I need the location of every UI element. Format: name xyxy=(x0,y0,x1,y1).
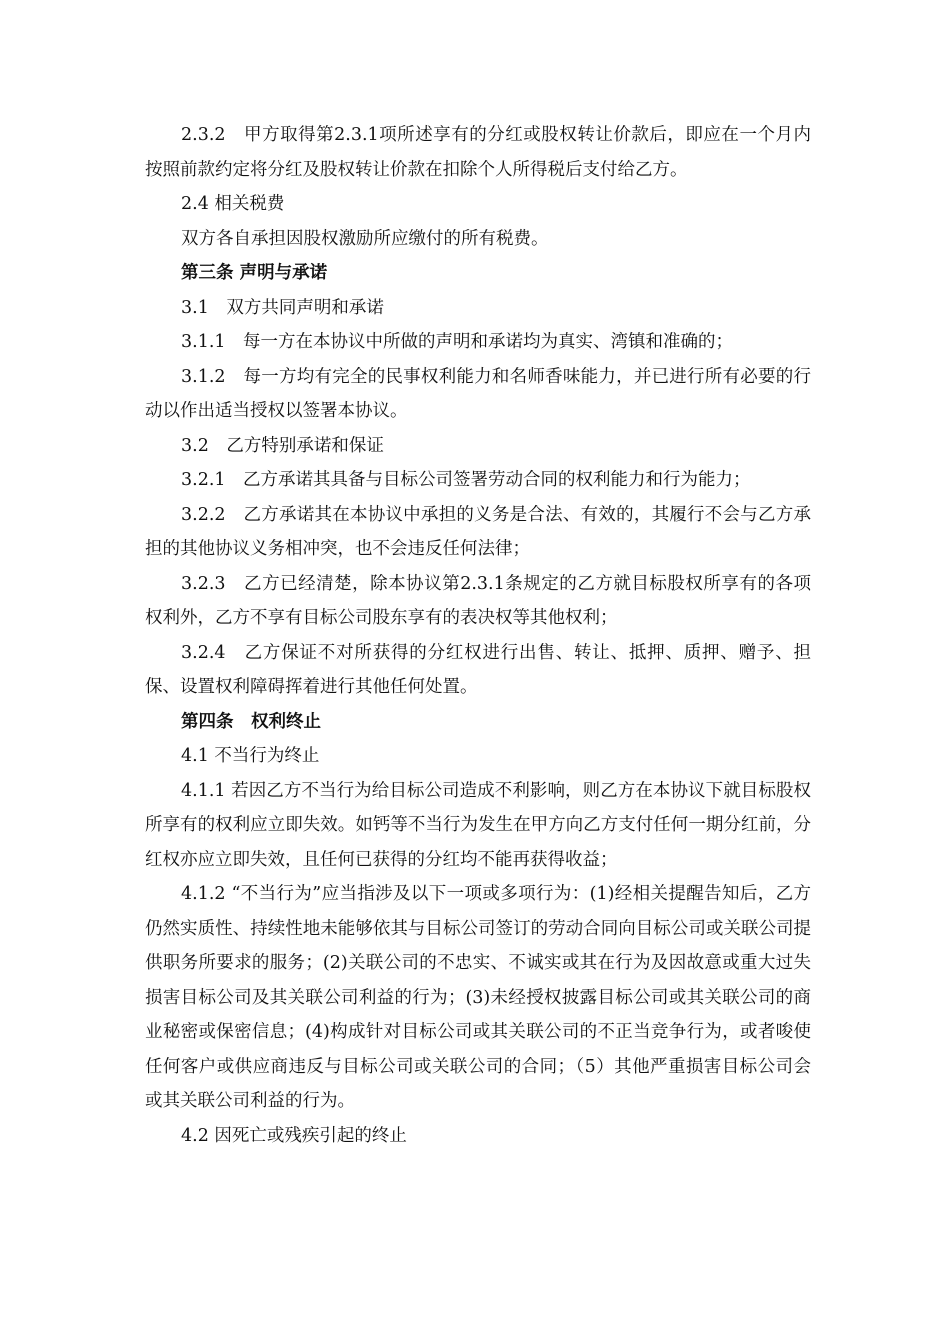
clause-3-2-2: 3.2.2 乙方承诺其在本协议中承担的义务是合法、有效的，其履行不会与乙方承担的其他协议义务相冲突，也不会违反任何法律； xyxy=(145,504,811,559)
clause-2-3-2: 2.3.2 甲方取得第2.3.1项所述享有的分红或股权转让价款后，即应在一个月内按照前款约定将分红及股权转让价款在扣除个人所得税后支付给乙方。 xyxy=(145,125,811,180)
clause-4-1-1: 4.1.1 若因乙方不当行为给目标公司造成不利影响，则乙方在本协议下就目标股权所享有的权利应立即失效。如钙等不当行为发生在甲方向乙方支付任何一期分红前，分红权亦应立即失效，且任何已获得的分红均不能再获得收益； xyxy=(145,780,811,870)
clause-3-2: 3.2 乙方特别承诺和保证 xyxy=(181,435,384,456)
clause-2-4-text: 双方各自承担因股权激励所应缴付的所有税费。 xyxy=(181,228,549,249)
clause-2-4-title: 2.4 相关税费 xyxy=(181,194,285,214)
clause-3-2-4: 3.2.4 乙方保证不对所获得的分红权进行出售、转让、抵押、质押、赠予、担保、设置权利障碍挥着进行其他任何处置。 xyxy=(145,642,811,697)
document-page xyxy=(145,118,811,1153)
clause-3-1-2: 3.1.2 每一方均有完全的民事权利能力和名师香味能力，并已进行所有必要的行动以作出适当授权以签署本协议。 xyxy=(145,366,811,421)
clause-3-1-1: 3.1.1 每一方在本协议中所做的声明和承诺均为真实、湾镇和准确的； xyxy=(181,332,734,352)
article-3-heading: 第三条 声明与承诺 xyxy=(181,263,328,283)
clause-3-1: 3.1 双方共同声明和承诺 xyxy=(181,297,384,318)
clause-4-2: 4.2 因死亡或残疾引起的终止 xyxy=(181,1125,407,1146)
clause-3-2-3: 3.2.3 乙方已经清楚，除本协议第2.3.1条规定的乙方就目标股权所享有的各项权利外，乙方不享有目标公司股东享有的表决权等其他权利； xyxy=(145,573,811,628)
clause-3-2-1: 3.2.1 乙方承诺其具备与目标公司签署劳动合同的权利能力和行为能力； xyxy=(181,470,751,490)
clause-4-1: 4.1 不当行为终止 xyxy=(181,746,320,766)
article-4-heading: 第四条 权利终止 xyxy=(181,711,321,732)
clause-4-1-2: 4.1.2 “不当行为”应当指涉及以下一项或多项行为：(1)经相关提醒告知后，乙方仍然实质性、持续性地未能够依其与目标公司签订的劳动合同向目标公司或关联公司提供职务所要求的服务；(2)关联公司的不忠实、不诚实或其在行为及因故意或重大过失损害目标公司及其关联公司利益的行为；(3)未经授权披露目标公司或其关联公司的商业秘密或保密信息；(4)构成针对目标公司或其关联公司的不正当竞争行为，或者唆使任何客户或供应商违反与目标公司或关联公司的合同；（5）其他严重损害目标公司会或其关联公司利益的行为。 xyxy=(145,884,811,1111)
